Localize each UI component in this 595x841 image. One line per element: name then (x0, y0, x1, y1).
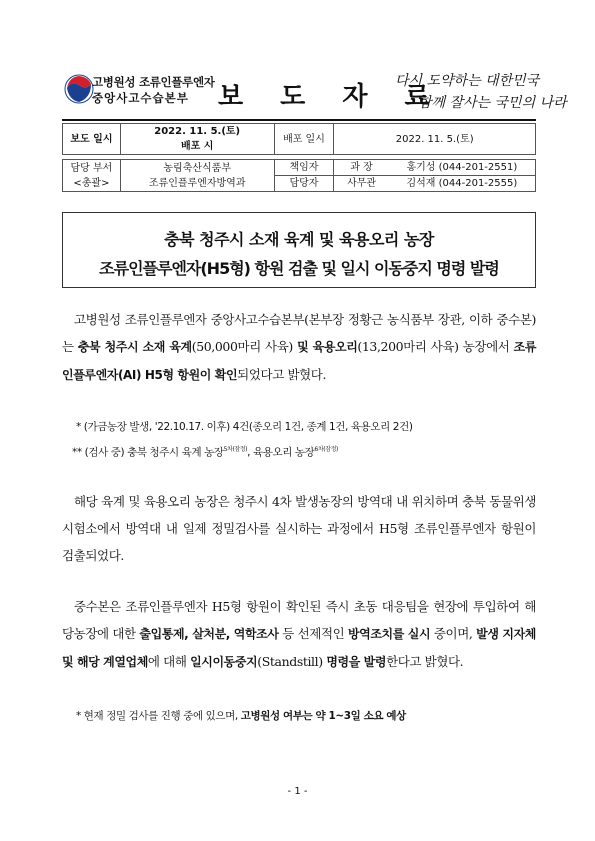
org-name-line2: 중앙사고수습본부 (92, 91, 189, 105)
p3-text-k: 한다고 밝혔다. (386, 654, 464, 669)
p1-text-a: 고병원성 조류인플루엔자 중앙사고수습본부(본부장 정황근 농식품부 장관, 이하 중수본)는 (62, 312, 536, 354)
staff-label: 담당자 (274, 176, 334, 192)
note2-sup-1: 5차(잠정) (223, 446, 248, 453)
dept-label-cell (63, 160, 121, 192)
p3-bold-j: 명령을 발령 (326, 655, 387, 669)
dept-label-sub: <총괄> (73, 177, 110, 189)
report-date-sub: 배포 시 (180, 141, 214, 152)
p1-bold-b: 충북 청주시 소재 육계 (77, 340, 192, 354)
slogan-line1: 다시 도약하는 대한민국 (395, 73, 540, 89)
header-divider (62, 119, 536, 121)
p3-text-e: 중이며, (430, 626, 477, 641)
p3-bold-h: 일시이동중지 (190, 655, 258, 669)
p1-text-c: (50,000마리 사육) (191, 339, 298, 354)
document-type-title: 보 도 자 료 (218, 82, 444, 112)
p3-text-c: 등 선제적인 (278, 626, 348, 641)
p3-text-g: 에 대해 (147, 654, 191, 669)
paragraph-2: 해당 육계 및 육용오리 농장은 청주시 4차 발생농장의 방역대 내 위치하며 충북 동물위생시험소에서 방역대 내 일제 정밀검사를 실시하는 과정에서 H5형 조류인플루엔자 항원이 검출되었다. (62, 494, 536, 563)
responsible-label: 책임자 (274, 160, 334, 176)
p3-text-i: (Standstill) (257, 654, 327, 669)
p3-bold-f: 발생 지자체 및 해당 계열업체 (62, 627, 536, 669)
dept-value-cell (120, 160, 274, 192)
dept-label: 담당 부서 (70, 162, 113, 174)
page-number: - 1 - (287, 786, 308, 797)
staff-name: 김석재 (044-201-2555) (389, 176, 536, 192)
p3-bold-b: 출입통제, 살처분, 역학조사 (139, 627, 279, 641)
note-2 (72, 444, 338, 460)
note3-bold-b: 고병원성 여부는 약 1~3일 소요 예상 (240, 710, 406, 722)
org-name-line1: 고병원성 조류인플루엔자 (92, 75, 215, 89)
report-date-value: 2022. 11. 5.(토) (154, 126, 241, 137)
report-date-cell (120, 124, 274, 155)
contact-info-table (62, 159, 536, 192)
paragraph-1 (62, 306, 536, 389)
report-date-label: 보도 일시 (63, 124, 121, 155)
headline-line1: 충북 청주시 소재 육계 및 육용오리 농장 (164, 230, 434, 249)
dist-date-value: 2022. 11. 5.(토) (334, 124, 536, 155)
slogan-line2: 함께 잘사는 국민의 나라 (418, 95, 567, 111)
headline-line2: 조류인플루엔자(H5형) 항원 검출 및 일시 이동중지 명령 발령 (99, 259, 499, 278)
p1-bold-f: 조류인플루엔자(AI) H5형 항원이 확인 (62, 340, 537, 382)
dept-value-2: 조류인플루엔자방역과 (148, 177, 246, 189)
note3-text-a: * 현재 정밀 검사를 진행 중에 있으며, (76, 710, 241, 722)
p3-bold-d: 방역조치를 실시 (347, 627, 431, 641)
p1-text-g: 되었다고 밝혔다. (237, 367, 327, 382)
government-emblem-icon (64, 74, 94, 104)
note2-text-b: , 육용오리 농장 (247, 446, 315, 459)
responsible-role: 과 장 (334, 160, 389, 176)
note2-sup-2: 6차(잠정) (314, 446, 338, 453)
note-1: * (가금농장 발생, '22.10.17. 이후) 4건(종오리 1건, 종계 1건, 육용오리 2건) (76, 421, 413, 433)
paragraph-3 (62, 593, 536, 676)
note2-text-a: ** (검사 중) 충북 청주시 육계 농장 (72, 446, 224, 459)
p3-text-a: 중수본은 조류인플루엔자 H5형 항원이 확인된 즉시 초동 대응팀을 현장에 투입하여 해당농장에 대한 (62, 599, 536, 641)
responsible-name: 홍기성 (044-201-2551) (389, 160, 536, 176)
dept-value-1: 농림축산식품부 (163, 162, 231, 174)
p1-bold-d: 및 육용오리 (297, 340, 358, 354)
dist-date-label: 배포 일시 (274, 124, 334, 155)
p1-text-e: (13,200마리 사육) 농장에서 (357, 339, 514, 354)
note-3 (76, 708, 406, 723)
press-info-table (62, 123, 536, 155)
staff-role: 사무관 (334, 176, 389, 192)
